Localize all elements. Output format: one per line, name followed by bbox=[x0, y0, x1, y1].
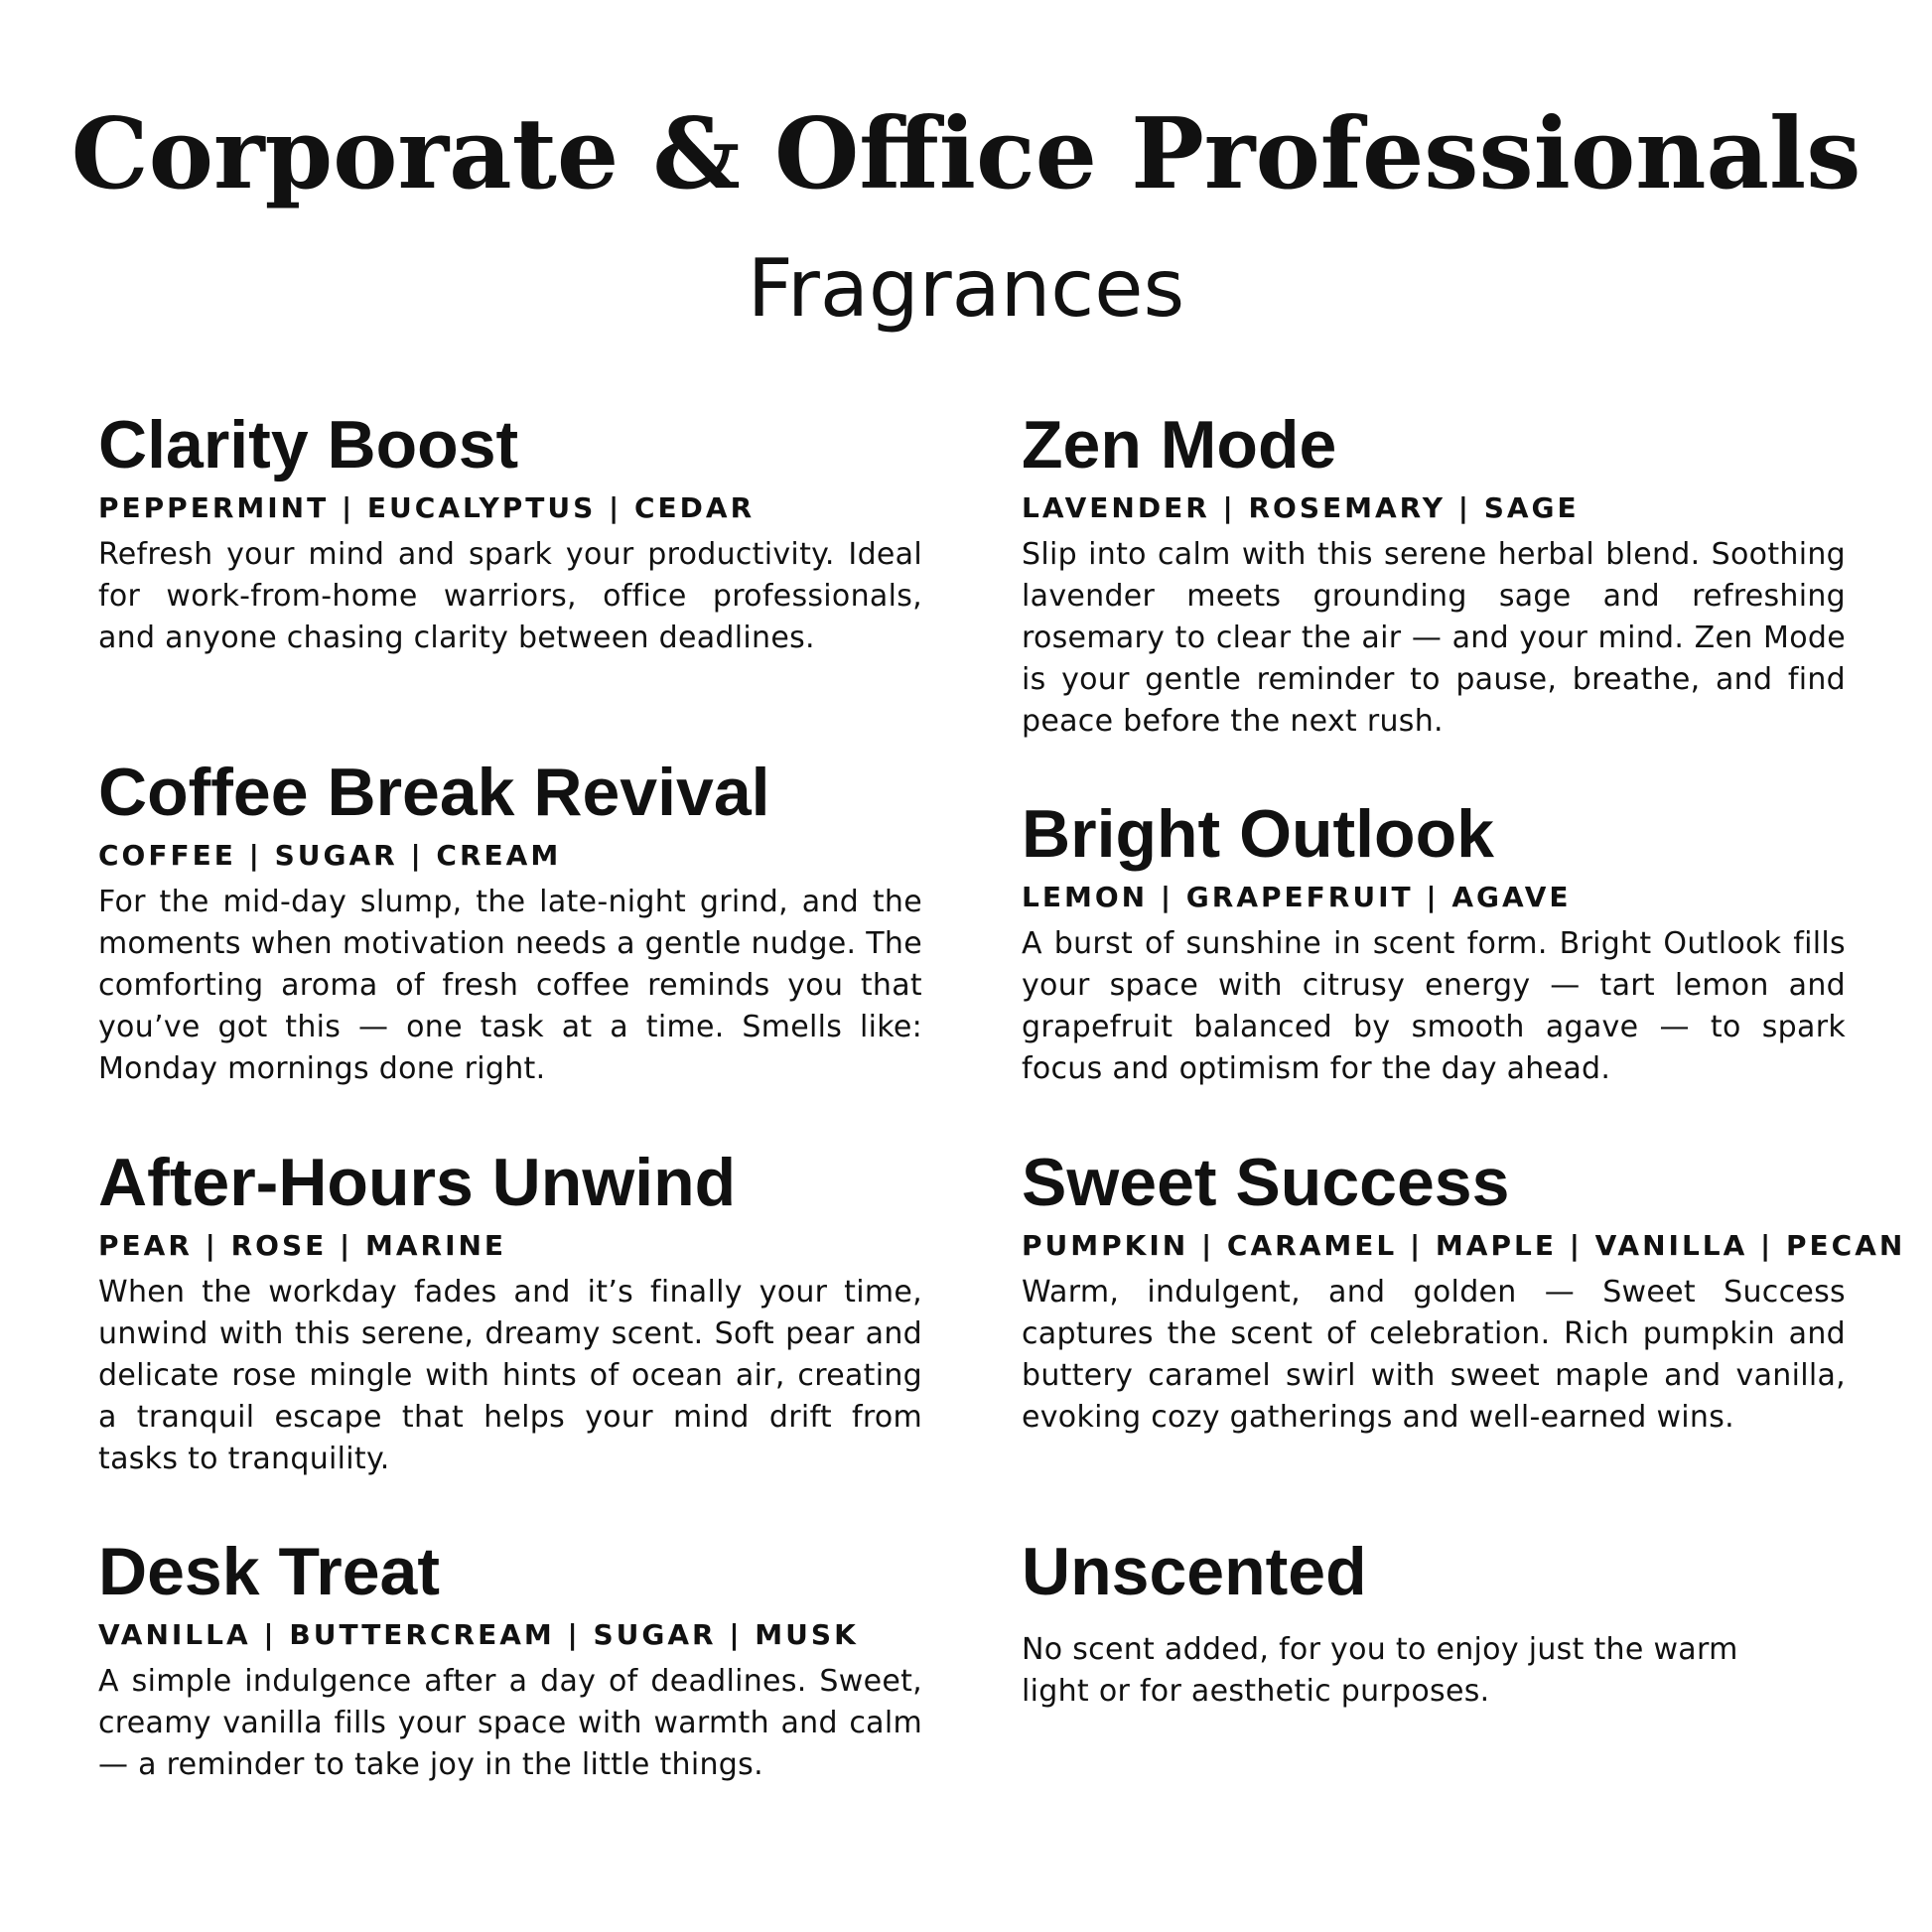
fragrance-description: For the mid-day slump, the late-night grind, and the moments when motivation needs a gentle nudge. The comforting aroma of fresh coffee reminds you that you’ve got this — one task at a time. Smells like: Monday mornings done right. bbox=[98, 885, 922, 1086]
fragrance-unscented bbox=[1022, 1532, 1846, 1713]
fragrance-clarity-boost bbox=[98, 405, 922, 659]
fragrance-name: Bright Outlook bbox=[1022, 796, 1494, 872]
fragrance-notes: PEAR | ROSE | MARINE bbox=[98, 1229, 507, 1262]
fragrance-description: A burst of sunshine in scent form. Bright Outlook fills your space with citrusy energy — tart lemon and grapefruit balanced by smooth agave — to spark focus and optimism for the day ahead. bbox=[1022, 926, 1846, 1086]
fragrance-description: No scent added, for you to enjoy just the warm light or for aesthetic purposes. bbox=[1022, 1632, 1738, 1709]
fragrance-notes: VANILLA | BUTTERCREAM | SUGAR | MUSK bbox=[98, 1618, 859, 1651]
page-title: Corporate & Office Professionals bbox=[70, 97, 1862, 211]
fragrance-description: A simple indulgence after a day of deadlines. Sweet, creamy vanilla fills your space with warmth and calm — a reminder to take joy in the little things. bbox=[98, 1664, 922, 1782]
fragrance-description: Warm, indulgent, and golden — Sweet Success captures the scent of celebration. Rich pumpkin and buttery caramel swirl with sweet maple and vanilla, evoking cozy gatherings and well-earned wins. bbox=[1022, 1275, 1846, 1435]
fragrance-notes: COFFEE | SUGAR | CREAM bbox=[98, 839, 562, 872]
fragrance-description: Slip into calm with this serene herbal blend. Soothing lavender meets grounding sage and refreshing rosemary to clear the air — and your mind. Zen Mode is your gentle reminder to pause, breathe, and find peace before the next rush. bbox=[1022, 537, 1846, 739]
fragrance-sweet-success bbox=[1022, 1143, 1906, 1439]
fragrance-name: Coffee Break Revival bbox=[98, 755, 770, 830]
fragrance-notes: LAVENDER | ROSEMARY | SAGE bbox=[1022, 491, 1580, 524]
fragrance-bright-outlook bbox=[1022, 794, 1846, 1090]
fragrance-name: Desk Treat bbox=[98, 1534, 440, 1609]
fragrance-after-hours-unwind bbox=[98, 1143, 922, 1480]
fragrance-notes: LEMON | GRAPEFRUIT | AGAVE bbox=[1022, 881, 1572, 913]
fragrance-name: Unscented bbox=[1022, 1534, 1367, 1609]
fragrance-desk-treat bbox=[98, 1532, 922, 1786]
fragrance-description: Refresh your mind and spark your productivity. Ideal for work-from-home warriors, office professionals, and anyone chasing clarity between deadlines. bbox=[98, 537, 922, 655]
fragrance-notes: PUMPKIN | CARAMEL | MAPLE | VANILLA | PECAN bbox=[1022, 1229, 1906, 1262]
fragrance-coffee-break-revival bbox=[98, 753, 922, 1090]
fragrance-description: When the workday fades and it’s finally your time, unwind with this serene, dreamy scent. Soft pear and delicate rose mingle with hints of ocean air, creating a tranquil escape that helps your mind drift from tasks to tranquility. bbox=[98, 1275, 922, 1476]
fragrance-name: After-Hours Unwind bbox=[98, 1145, 737, 1220]
fragrance-name: Zen Mode bbox=[1022, 407, 1337, 483]
fragrance-name: Sweet Success bbox=[1022, 1145, 1510, 1220]
fragrance-zen-mode bbox=[1022, 405, 1846, 743]
fragrance-notes: PEPPERMINT | EUCALYPTUS | CEDAR bbox=[98, 491, 756, 524]
fragrance-name: Clarity Boost bbox=[98, 407, 519, 483]
page-subtitle: Fragrances bbox=[747, 242, 1185, 335]
